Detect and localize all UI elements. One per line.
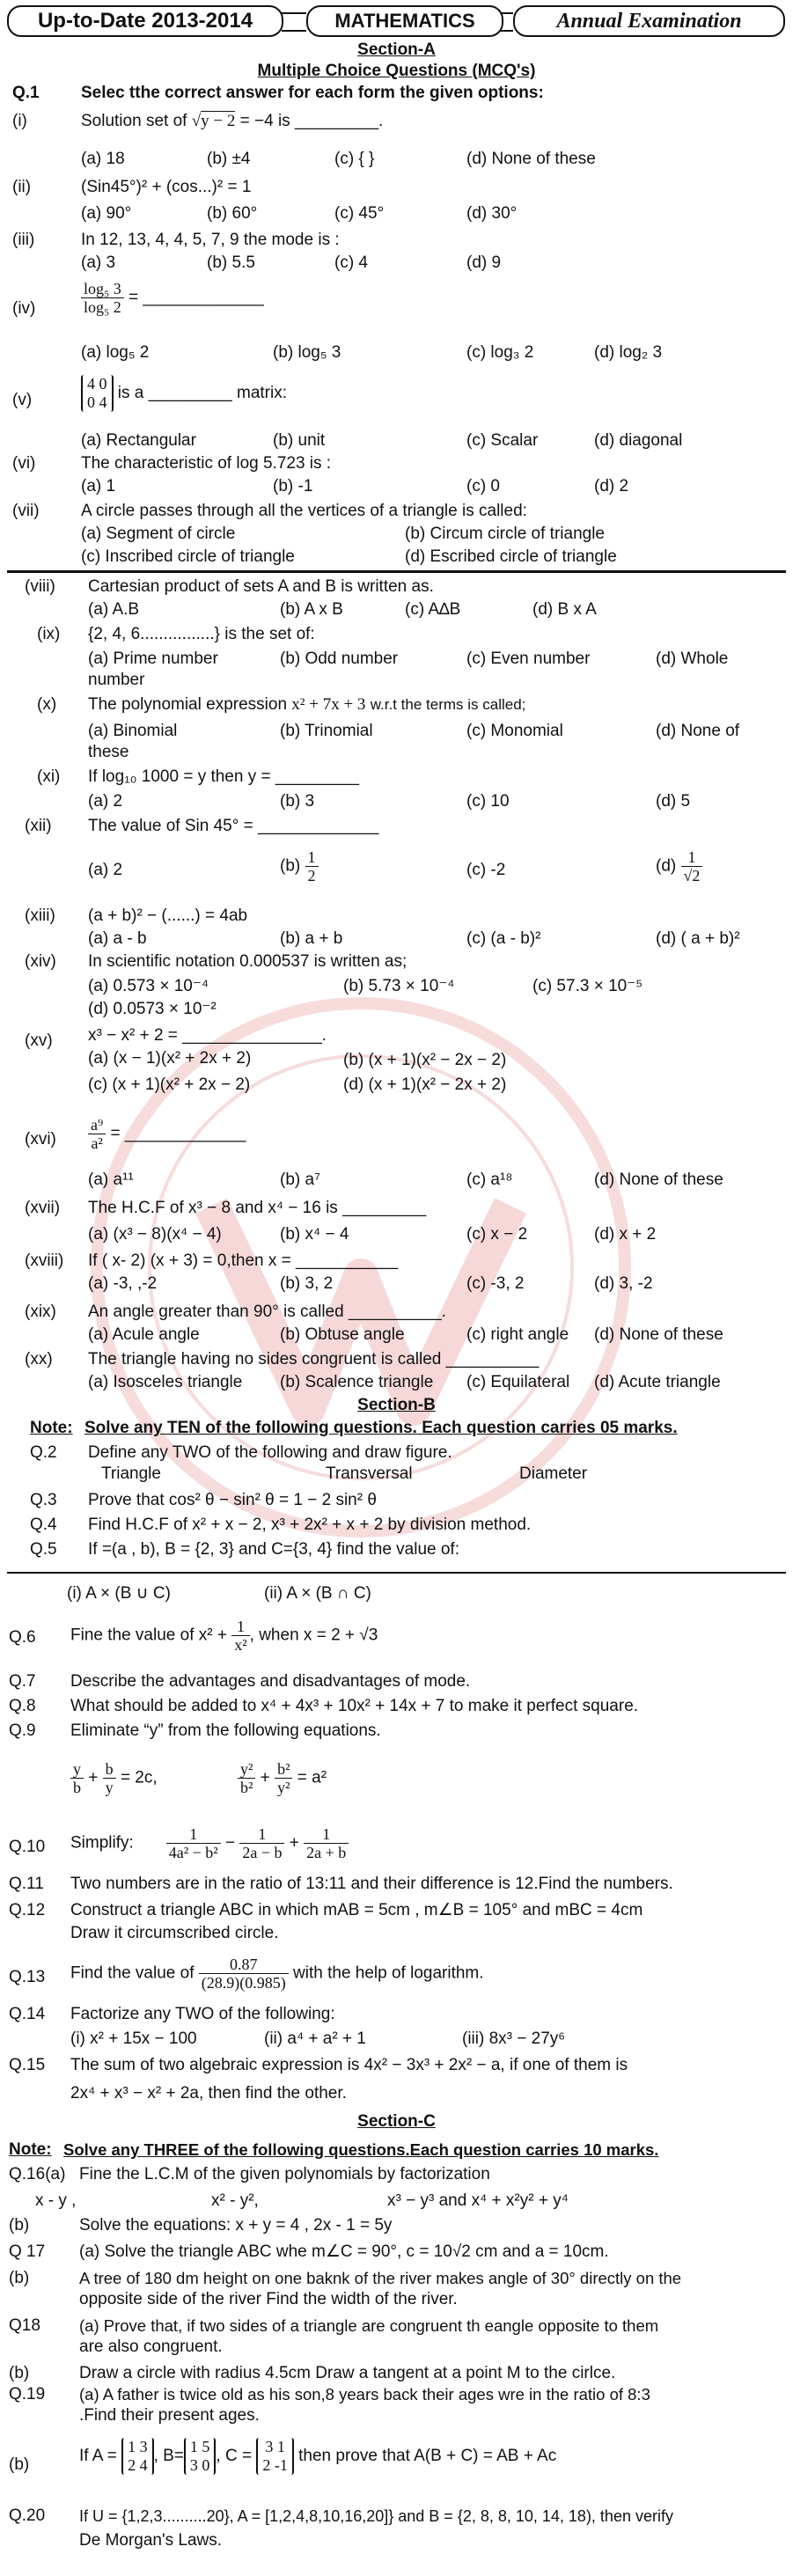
mcq-option: (c) -3, 2 (466, 1274, 525, 1293)
mcq-option: (d) $\frac{1}{√2}$ (656, 848, 702, 884)
mcq-number: (ii) (12, 178, 32, 196)
question-text: Describe the advantages and disadvantages of mode. (70, 1672, 471, 1691)
mcq-option: (c) Even number (466, 650, 591, 668)
mcq-option: (c) right angle (466, 1325, 569, 1344)
question-number: Q.19 (9, 2385, 46, 2404)
divider-line (7, 570, 786, 573)
question-number: Q18 (9, 2316, 40, 2335)
mcq-question: The triangle having no sides congruent is called __________ (88, 1350, 540, 1369)
term-label: Triangle (101, 1464, 161, 1483)
mcq-number: (i) (12, 112, 27, 130)
question-text: Define any TWO of the following and draw figure. (88, 1443, 452, 1462)
term-label: Diameter (519, 1464, 588, 1483)
question-text: The sum of two algebraic expression is 4x² − 3x³ + 2x² − a, if one of them is (70, 2056, 628, 2074)
question-text: If A = 1 3 2 4 , B= 1 5 3 0 , C = 3 1 2 -1 then prove that A(B + C) = AB + Ac (79, 2438, 557, 2474)
mcq-option: (c) a¹⁸ (466, 1171, 513, 1189)
mcq-option: (d) x + 2 (594, 1225, 657, 1244)
question-text: What should be added to x⁴ + 4x³ + 10x² + 14x + 7 to make it perfect square. (70, 1697, 639, 1715)
mcq-option: (a) Rectangular (81, 431, 196, 450)
mcq-number: (xviii) (25, 1251, 64, 1270)
mcq-option-continued: these (88, 743, 129, 761)
mcq-number: (iii) (12, 231, 35, 249)
mcq-question: The value of Sin 45° = _____________ (88, 817, 379, 835)
mcq-option: (b) 5.5 (207, 253, 255, 272)
question-text: (a) A father is twice old as his son,8 years back their ages wre in the ratio of 8:3 (79, 2385, 650, 2404)
mcq-option: (d) B x A (532, 600, 597, 619)
mcq-question: {2, 4, 6................} is the set of: (88, 625, 315, 643)
mcq-option: (a) 2 (88, 792, 123, 811)
mcq-option: (a) Acule angle (88, 1325, 200, 1344)
question-text-continued: Draw it circumscribed circle. (70, 1924, 279, 1942)
mcq-option: (a) Prime number (88, 650, 218, 668)
question-text: Solve the equations: x + y = 4 , 2x - 1 = 5y (79, 2216, 393, 2235)
question-number: Q.4 (30, 1516, 57, 1534)
mcq-question: The characteristic of log 5.723 is : (81, 454, 332, 473)
mcq-option: (d) 9 (466, 253, 502, 272)
mcq-question: If ( x- 2) (x + 3) = 0,then x = ___________ (88, 1251, 399, 1270)
mcq-option: (b) A x B (280, 600, 343, 619)
mcq-option: (c) 10 (466, 792, 510, 811)
subject-label: MATHEMATICS (306, 5, 503, 37)
q1-number: Q.1 (12, 84, 40, 102)
mcq-option: (b) a⁷ (280, 1171, 320, 1189)
mcq-number: (v) (12, 391, 33, 409)
mcq-option: (c) { } (334, 150, 375, 168)
mcq-option: (a) Binomial (88, 722, 178, 740)
mcq-question: In scientific notation 0.000537 is written as; (88, 952, 408, 971)
polynomial: x - y , (35, 2191, 77, 2210)
mcq-option: (d) 2 (594, 477, 629, 495)
mcq-number: (xiv) (25, 952, 56, 971)
mcq-option: (a) a¹¹ (88, 1171, 134, 1189)
mcq-option: (d) 3, -2 (594, 1274, 653, 1293)
mcq-question: In 12, 13, 4, 4, 5, 7, 9 the mode is : (81, 231, 340, 249)
mcq-option: (d) diagonal (594, 431, 683, 450)
sub-part: (ii) A × (B ∩ C) (264, 1584, 371, 1603)
mcq-option: (b) $\frac{1}{2}$ (280, 848, 319, 884)
question-text: (a) Prove that, if two sides of a triangle are congruent th eangle opposite to them (79, 2316, 659, 2335)
mcq-option: (a) 0.573 × 10⁻⁴ (88, 977, 209, 995)
sub-part: (i) A × (B ∪ C) (67, 1584, 171, 1603)
mcq-option: (a) A.B (88, 600, 140, 619)
mcq-option: (c) (x + 1)(x² + 2x − 2) (88, 1075, 251, 1094)
mcq-number: (vi) (12, 454, 36, 473)
question-number: Q.14 (9, 2005, 46, 2023)
question-text-continued: opposite side of the river Find the width of the river. (79, 2290, 458, 2308)
matrix: 4 0 0 4 (81, 375, 114, 412)
mcq-question: If log₁₀ 1000 = y then y = _________ (88, 767, 359, 786)
mcq-option: (d) 0.0573 × 10⁻² (88, 1000, 217, 1018)
mcq-option: (c) log₃ 2 (466, 343, 534, 362)
mcq-option: (b) -1 (273, 477, 313, 495)
question-number: Q.5 (30, 1540, 57, 1559)
mcq-option: (d) (x + 1)(x² − 2x + 2) (343, 1075, 507, 1094)
question-text: Simplify: $\frac{1}{\text{4a² − b²}}$ − $\frac{1}{2a - b}$ + $\frac{1}{2a + b}$ (70, 1825, 349, 1861)
mcq-option: (d) 30° (466, 204, 518, 223)
mcq-option: (d) log₂ 3 (594, 343, 663, 362)
section-b-title: Section-B (357, 1396, 436, 1414)
mcq-option: (c) Monomial (466, 722, 563, 740)
note-label: Note: (9, 2140, 52, 2159)
question-text: A tree of 180 dm height on one baknk of the river makes angle of 30° directly on the (79, 2269, 682, 2287)
mcq-number: (xi) (37, 767, 61, 786)
mcq-option: (a) -3, ,-2 (88, 1274, 158, 1293)
question-text: (a) Solve the triangle ABC whe m∠C = 90°, c = 10√2 cm and a = 10cm. (79, 2242, 609, 2261)
question-text: Eliminate “y” from the following equations. (70, 1721, 381, 1740)
question-number: (b) (9, 2455, 30, 2474)
mcq-option: (d) Whole (656, 650, 729, 668)
mcq-option: (b) (x + 1)(x² − 2x − 2) (343, 1051, 507, 1069)
question-number: (b) (9, 2269, 30, 2287)
mcq-option: (b) unit (273, 431, 326, 450)
mcq-option: (a) a - b (88, 929, 147, 948)
sub-part: (ii) a⁴ + a² + 1 (264, 2029, 366, 2048)
mcq-number: (xv) (25, 1031, 53, 1050)
divider-line (7, 1572, 786, 1574)
mcq-option: (d) Acute triangle (594, 1373, 721, 1391)
question-number: Q.8 (9, 1697, 36, 1715)
mcq-number: (vii) (12, 502, 40, 520)
question-text: Fine the value of x² + $\frac{1}{\text{x²}}$ , when x = 2 + √3 (70, 1618, 378, 1654)
question-text: Find H.C.F of x² + x − 2, x³ + 2x² + x + 2 by division method. (88, 1516, 532, 1534)
mcq-option: (a) Isosceles triangle (88, 1373, 243, 1391)
sub-part: (i) x² + 15x − 100 (70, 2029, 197, 2048)
mcq-question: 4 0 0 4 is a _________ matrix: (81, 375, 287, 412)
mcq-option: (b) ±4 (207, 150, 251, 168)
mcq-option: (d) Escribed circle of triangle (405, 547, 617, 566)
mcq-number: (xix) (25, 1303, 56, 1321)
mcq-option: (a) Segment of circle (81, 525, 236, 543)
mcq-number: (viii) (25, 577, 55, 596)
mcq-question: (a + b)² − (......) = 4ab (88, 906, 248, 925)
mcq-option: (d) None of these (594, 1171, 723, 1189)
mcq-number: (xvii) (25, 1199, 61, 1217)
mcq-number: (xiii) (25, 906, 55, 925)
mcq-option: (c) Inscribed circle of triangle (81, 547, 295, 566)
mcq-option: (b) Obtuse angle (280, 1325, 405, 1344)
question-number: Q.2 (30, 1443, 57, 1462)
mcq-option: (b) a + b (280, 929, 343, 948)
question-number: Q.7 (9, 1672, 36, 1691)
mcq-option: (a) 3 (81, 253, 116, 272)
mcq-option: (d) ( a + b)² (656, 929, 740, 948)
mcq-option: (c) A∆B (405, 600, 461, 619)
mcq-option: (d) None of these (466, 150, 596, 168)
question-number: Q.3 (30, 1491, 57, 1509)
mcq-question: Solution set of √y − 2 = −4 is _________. (81, 112, 384, 130)
mcq-option: (c) 45° (334, 204, 385, 223)
mcq-option: (b) 3, 2 (280, 1274, 334, 1293)
mcq-option: (c) (a - b)² (466, 929, 541, 948)
question-number: Q.6 (9, 1628, 36, 1647)
section-a-title: Section-A (357, 40, 436, 59)
mcq-option: (c) x − 2 (466, 1225, 528, 1244)
question-number: Q.12 (9, 1901, 46, 1919)
question-text-continued: 2x⁴ + x³ − x² + 2a, then find the other. (70, 2084, 347, 2103)
polynomial: x² - y², (211, 2191, 259, 2210)
question-number: Q.20 (9, 2506, 46, 2525)
mcq-option: (b) Odd number (280, 650, 399, 668)
note-text: Solve any THREE of the following questions.Each question carries 10 marks. (63, 2140, 659, 2159)
question-text: Fine the L.C.M of the given polynomials by factorization (79, 2165, 490, 2183)
mcq-option: (b) Trinomial (280, 722, 373, 740)
equation: $\frac{y}{b}$ + $\frac{b}{y}$ = 2c, (70, 1760, 158, 1796)
question-text: Two numbers are in the ratio of 13:11 and their difference is 12.Find the numbers. (70, 1875, 673, 1893)
mcq-option: (b) log₅ 3 (273, 343, 341, 362)
mcq-option: (a) 1 (81, 477, 116, 495)
section-a-subtitle: Multiple Choice Questions (MCQ's) (257, 62, 536, 80)
mcq-option: (a) 18 (81, 150, 125, 168)
mcq-question: (Sin45°)² + (cos...)² = 1 (81, 178, 252, 196)
mcq-option: (c) 57.3 × 10⁻⁵ (532, 977, 643, 995)
mcq-option: (a) log₅ 2 (81, 343, 150, 362)
polynomial: x³ − y³ and x⁴ + x²y² + y⁴ (387, 2191, 569, 2210)
term-label: Transversal (326, 1464, 413, 1483)
header-divider (282, 12, 306, 32)
question-text: Construct a triangle ABC in which mAB = 5cm , m∠B = 105° and mBC = 4cm (70, 1901, 643, 1919)
mcq-option: (c) Scalar (466, 431, 539, 450)
mcq-option: (b) 60° (207, 204, 258, 223)
mcq-option: (d) 5 (656, 792, 691, 811)
q1-instruction: Selec tthe correct answer for each form the given options: (81, 84, 544, 102)
mcq-option: (b) x⁴ − 4 (280, 1225, 349, 1244)
mcq-question: The polynomial expression x² + 7x + 3 w.r.t the terms is called; (88, 695, 526, 714)
question-number: Q.10 (9, 1838, 46, 1856)
mcq-number: (xii) (25, 817, 52, 835)
question-text: Factorize any TWO of the following: (70, 2005, 335, 2023)
mcq-option: (a) (x³ − 8)(x⁴ − 4) (88, 1225, 222, 1244)
note-text: Solve any TEN of the following questions. Each question carries 05 marks. (84, 1419, 678, 1437)
mcq-question: $\frac{\text{a⁹}}{\text{a²}}$ = _____________ (88, 1116, 246, 1152)
question-text-continued: De Morgan's Laws. (79, 2531, 223, 2550)
mcq-option: (b) Circum circle of triangle (405, 525, 605, 543)
mcq-option-continued: number (88, 671, 145, 689)
mcq-option: (a) 2 (88, 861, 123, 879)
exam-header (7, 4, 786, 37)
mcq-option: (a) (x − 1)(x² + 2x + 2) (88, 1049, 252, 1068)
mcq-number: (ix) (37, 625, 61, 643)
question-number: Q.16(a) (9, 2165, 66, 2183)
question-number: Q.11 (9, 1875, 44, 1893)
question-number: Q.13 (9, 1968, 46, 1986)
mcq-number: (xvi) (25, 1130, 56, 1149)
header-divider (500, 12, 513, 32)
mcq-option: (c) -2 (466, 861, 506, 879)
mcq-option: (b) Scalence triangle (280, 1373, 434, 1391)
sub-part: (iii) 8x³ − 27y⁶ (462, 2029, 566, 2048)
mcq-option: (d) None of (656, 722, 740, 740)
question-text: Draw a circle with radius 4.5cm Draw a tangent at a point M to the cirlce. (79, 2364, 616, 2382)
year-label: Up-to-Date 2013-2014 (7, 5, 283, 37)
question-text-continued: are also congruent. (79, 2337, 223, 2356)
question-number: Q.9 (9, 1721, 36, 1740)
mcq-option: (b) 5.73 × 10⁻⁴ (343, 977, 455, 995)
mcq-question: An angle greater than 90° is called __________. (88, 1303, 446, 1321)
mcq-option: (d) None of these (594, 1325, 723, 1344)
mcq-question: A circle passes through all the vertices of a triangle is called: (81, 502, 527, 520)
mcq-question: Cartesian product of sets A and B is written as. (88, 577, 434, 596)
mcq-number: (xx) (25, 1350, 53, 1369)
mcq-option: (c) 4 (334, 253, 368, 272)
question-text: Find the value of $\frac{0.87}{(28.9)(0.985)}$ with the help of logarithm. (70, 1956, 484, 1992)
note-label: Note: (30, 1419, 73, 1437)
mcq-question: x³ − x² + 2 = _______________. (88, 1026, 327, 1045)
section-c-title: Section-C (357, 2112, 436, 2131)
question-number: (b) (9, 2216, 30, 2235)
question-text: If =(a , b), B = {2, 3} and C={3, 4} find the value of: (88, 1540, 459, 1559)
mcq-question: $\frac{\text{log₅ 3}}{\text{log₅ 2}}$ = _____________ (81, 280, 264, 316)
mcq-option: (c) Equilateral (466, 1373, 570, 1391)
exam-type-label: Annual Examination (513, 5, 785, 37)
question-number: Q.15 (9, 2056, 46, 2074)
mcq-number: (x) (37, 695, 57, 714)
mcq-option: (a) 90° (81, 204, 132, 223)
question-number: Q 17 (9, 2242, 46, 2261)
equation: $\frac{\text{y²}}{\text{b²}}$ + $\frac{\text{b²}}{\text{y²}}$ = a² (238, 1760, 327, 1796)
question-text-continued: .Find their present ages. (79, 2406, 260, 2425)
mcq-question: The H.C.F of x³ − 8 and x⁴ − 16 is _________ (88, 1199, 427, 1217)
question-text: If U = {1,2,3..........20}, A = [1,2,4,8,10,16,20]} and B = {2, 8, 8, 10, 14, 18), then verify (79, 2507, 673, 2525)
mcq-number: (iv) (12, 299, 36, 318)
mcq-option: (b) 3 (280, 792, 315, 811)
mcq-option: (c) 0 (466, 477, 500, 495)
question-number: (b) (9, 2364, 30, 2382)
question-text: Prove that cos² θ − sin² θ = 1 − 2 sin² θ (88, 1491, 377, 1509)
